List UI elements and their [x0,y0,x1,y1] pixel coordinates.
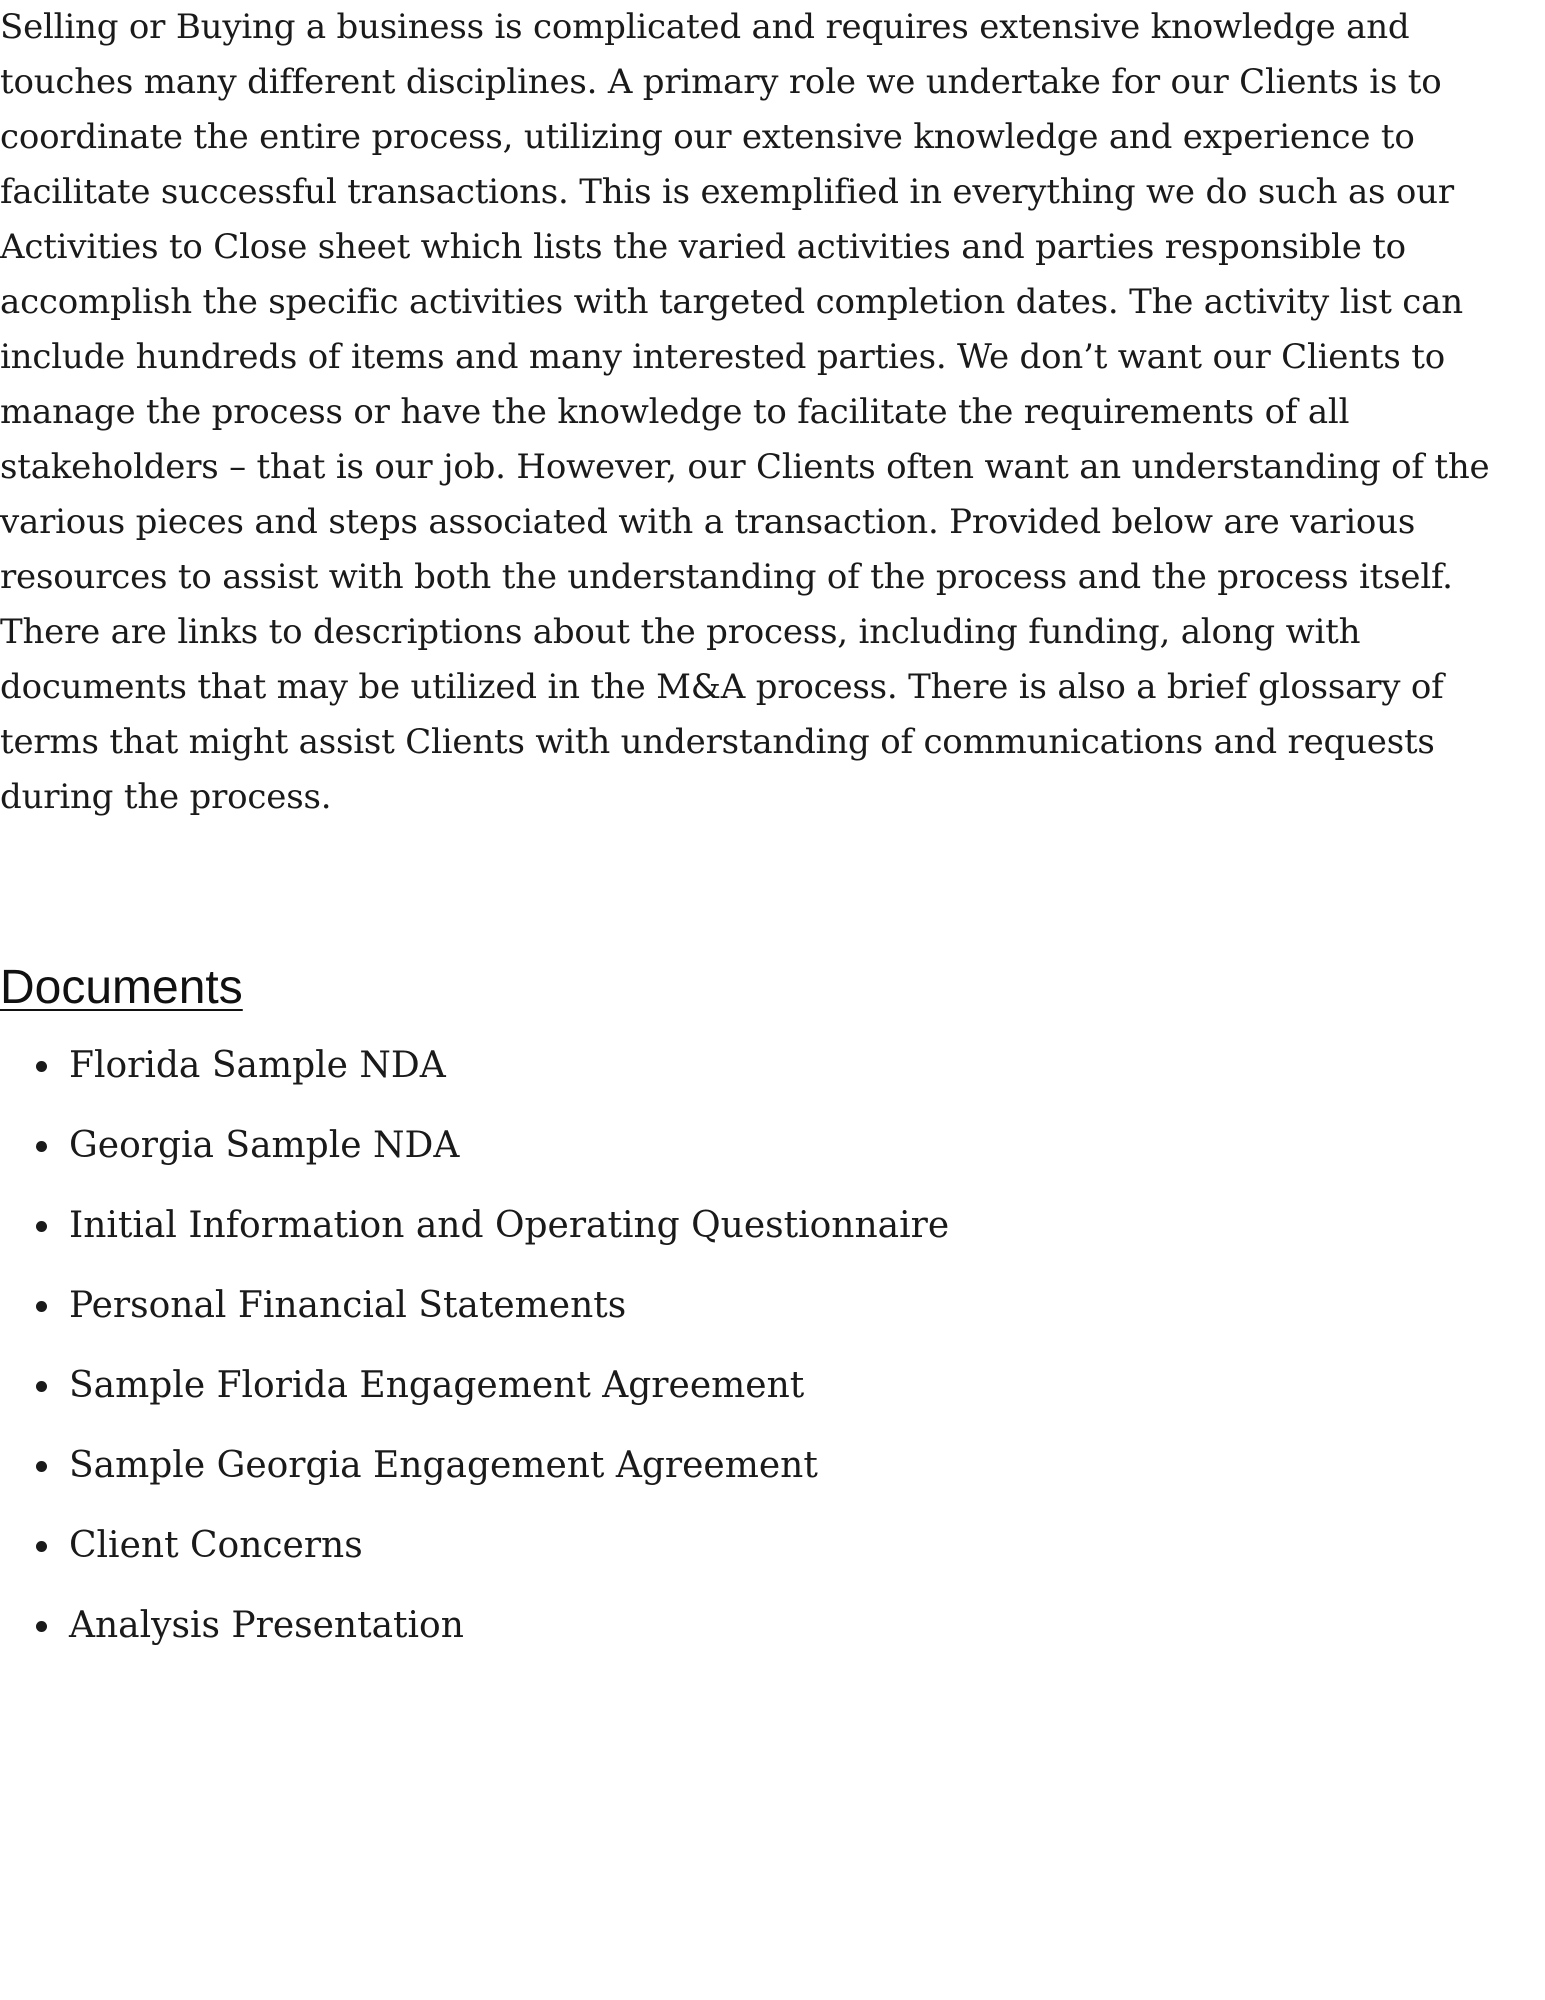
document-item-financial-statements [0,1276,949,1356]
document-link-florida-nda[interactable]: Florida Sample NDA [69,1045,446,1086]
document-item-georgia-nda [0,1116,949,1196]
bullet-icon [36,1541,47,1552]
document-item-florida-nda [0,1036,949,1116]
document-item-client-concerns [0,1516,949,1596]
bullet-icon [36,1381,47,1392]
bullet-icon [36,1141,47,1152]
document-link-questionnaire[interactable]: Initial Information and Operating Questionnaire [69,1205,950,1246]
document-link-client-concerns[interactable]: Client Concerns [69,1525,363,1566]
bullet-icon [36,1461,47,1472]
bullet-icon [36,1221,47,1232]
document-link-florida-engagement[interactable]: Sample Florida Engagement Agreement [69,1365,805,1406]
document-link-georgia-engagement[interactable]: Sample Georgia Engagement Agreement [69,1445,818,1486]
bullet-icon [36,1621,47,1632]
documents-list [0,1036,949,1676]
documents-heading[interactable]: Documents [0,961,243,1014]
bullet-icon [36,1061,47,1072]
document-item-analysis-presentation [0,1596,949,1676]
document-item-questionnaire [0,1196,949,1276]
bullet-icon [36,1301,47,1312]
document-item-georgia-engagement [0,1436,949,1516]
intro-paragraph: Selling or Buying a business is complicated and requires extensive knowledge and touches many different disciplines. A primary role we undertake for our Clients is to coordinate the entire process, utilizing our extensive knowledge and experience to facilitate successful transactions. This is exemplified in everything we do such as our Activities to Close sheet which lists the varied activities and parties responsible to accomplish the specific activities with targeted completion dates. The activity list can include hundreds of items and many interested parties. We don’t want our Clients to manage the process or have the knowledge to facilitate the requirements of all stakeholders – that is our job. However, our Clients often want an understanding of the various pieces and steps associated with a transaction. Provided below are various resources to assist with both the understanding of the process and the process itself. There are links to descriptions about the process, including funding, along with documents that may be utilized in the M&A process. There is also a brief glossary of terms that might assist Clients with understanding of communications and requests during the process. [0,7,1490,817]
document-link-analysis-presentation[interactable]: Analysis Presentation [69,1605,464,1646]
document-link-financial-statements[interactable]: Personal Financial Statements [69,1285,627,1326]
document-link-georgia-nda[interactable]: Georgia Sample NDA [69,1125,460,1166]
document-item-florida-engagement [0,1356,949,1436]
